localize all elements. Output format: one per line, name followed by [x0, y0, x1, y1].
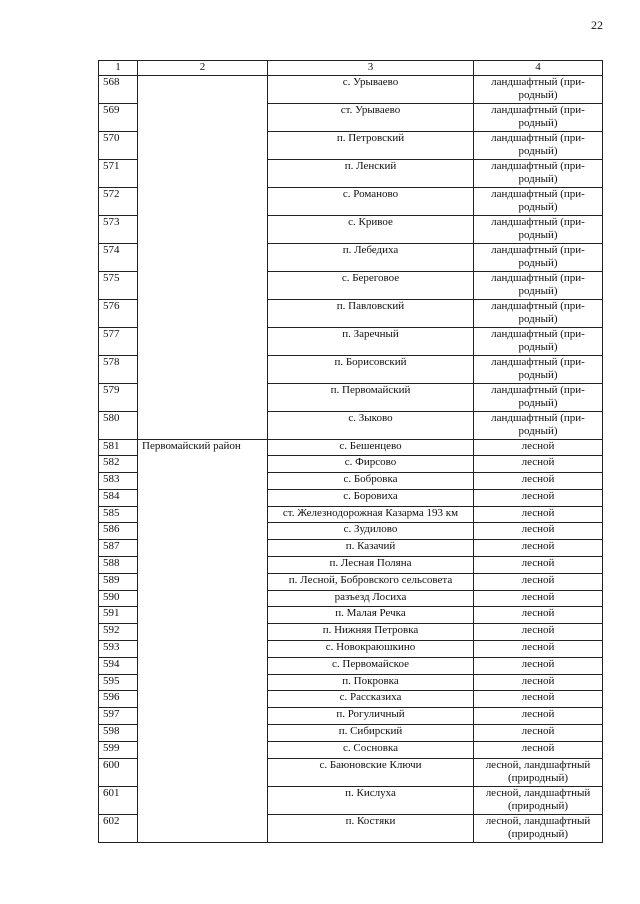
zone-type-cell: лесной [474, 674, 603, 691]
zone-type-cell: ландшафтный (при-родный) [474, 215, 603, 243]
settlement-cell: п. Малая Речка [268, 607, 474, 624]
row-number: 599 [99, 741, 138, 758]
zone-type-cell: ландшафтный (при-родный) [474, 103, 603, 131]
zone-type-cell: лесной [474, 741, 603, 758]
zone-type-cell: лесной [474, 557, 603, 574]
settlement-cell: п. Казачий [268, 540, 474, 557]
settlements-table [98, 60, 603, 843]
row-number: 583 [99, 473, 138, 490]
row-number: 581 [99, 439, 138, 456]
row-number: 589 [99, 573, 138, 590]
zone-type-cell: ландшафтный (при-родный) [474, 271, 603, 299]
row-number: 571 [99, 159, 138, 187]
row-number: 574 [99, 243, 138, 271]
settlement-cell: с. Зудилово [268, 523, 474, 540]
settlement-cell: с. Береговое [268, 271, 474, 299]
settlement-cell: с. Урываево [268, 75, 474, 103]
settlement-cell: п. Заречный [268, 327, 474, 355]
settlement-cell: с. Бобровка [268, 473, 474, 490]
settlement-cell: разъезд Лосиха [268, 590, 474, 607]
table-row [99, 75, 603, 103]
settlement-cell: п. Лесная Поляна [268, 557, 474, 574]
settlement-cell: п. Лесной, Бобровского сельсовета [268, 573, 474, 590]
row-number: 575 [99, 271, 138, 299]
zone-type-cell: ландшафтный (при-родный) [474, 383, 603, 411]
row-number: 572 [99, 187, 138, 215]
row-number: 598 [99, 725, 138, 742]
settlement-cell: п. Борисовский [268, 355, 474, 383]
zone-type-cell: лесной [474, 506, 603, 523]
zone-type-cell: лесной [474, 691, 603, 708]
row-number: 602 [99, 814, 138, 842]
zone-type-cell: лесной, ландшафтный (природный) [474, 786, 603, 814]
settlement-cell: п. Костяки [268, 814, 474, 842]
row-number: 568 [99, 75, 138, 103]
zone-type-cell: лесной [474, 456, 603, 473]
zone-type-cell: лесной [474, 439, 603, 456]
district-cell: Первомайский район [138, 439, 268, 842]
row-number: 582 [99, 456, 138, 473]
settlement-cell: с. Сосновка [268, 741, 474, 758]
settlement-cell: п. Сибирский [268, 725, 474, 742]
table-header-row [99, 61, 603, 76]
row-number: 579 [99, 383, 138, 411]
row-number: 593 [99, 641, 138, 658]
row-number: 586 [99, 523, 138, 540]
zone-type-cell: лесной [474, 489, 603, 506]
settlement-cell: с. Фирсово [268, 456, 474, 473]
zone-type-cell: ландшафтный (при-родный) [474, 299, 603, 327]
zone-type-cell: лесной [474, 607, 603, 624]
row-number: 573 [99, 215, 138, 243]
zone-type-cell: ландшафтный (при-родный) [474, 243, 603, 271]
zone-type-cell: лесной [474, 725, 603, 742]
row-number: 576 [99, 299, 138, 327]
row-number: 570 [99, 131, 138, 159]
settlement-cell: п. Павловский [268, 299, 474, 327]
district-cell [138, 75, 268, 439]
zone-type-cell: лесной [474, 641, 603, 658]
settlement-cell: п. Рогуличный [268, 708, 474, 725]
zone-type-cell: ландшафтный (при-родный) [474, 327, 603, 355]
settlement-cell: с. Боровиха [268, 489, 474, 506]
zone-type-cell: ландшафтный (при-родный) [474, 131, 603, 159]
row-number: 600 [99, 758, 138, 786]
row-number: 569 [99, 103, 138, 131]
zone-type-cell: ландшафтный (при-родный) [474, 355, 603, 383]
column-header: 3 [268, 61, 474, 76]
row-number: 585 [99, 506, 138, 523]
row-number: 596 [99, 691, 138, 708]
settlement-cell: п. Лебедиха [268, 243, 474, 271]
zone-type-cell: лесной [474, 657, 603, 674]
settlement-cell: с. Баюновские Ключи [268, 758, 474, 786]
settlement-cell: с. Новокраюшкино [268, 641, 474, 658]
row-number: 588 [99, 557, 138, 574]
column-header: 1 [99, 61, 138, 76]
table-body [99, 75, 603, 842]
settlement-cell: с. Зыково [268, 411, 474, 439]
column-header: 4 [474, 61, 603, 76]
zone-type-cell: ландшафтный (при-родный) [474, 159, 603, 187]
settlement-cell: п. Кислуха [268, 786, 474, 814]
table-row [99, 439, 603, 456]
settlement-cell: с. Первомайское [268, 657, 474, 674]
settlement-cell: ст. Железнодорожная Казарма 193 км [268, 506, 474, 523]
settlement-cell: п. Покровка [268, 674, 474, 691]
settlement-cell: п. Ленский [268, 159, 474, 187]
settlement-cell: с. Рассказиха [268, 691, 474, 708]
row-number: 578 [99, 355, 138, 383]
settlement-cell: с. Кривое [268, 215, 474, 243]
row-number: 592 [99, 624, 138, 641]
row-number: 584 [99, 489, 138, 506]
settlement-cell: с. Романово [268, 187, 474, 215]
zone-type-cell: лесной [474, 540, 603, 557]
row-number: 580 [99, 411, 138, 439]
zone-type-cell: лесной [474, 523, 603, 540]
row-number: 597 [99, 708, 138, 725]
row-number: 587 [99, 540, 138, 557]
column-header: 2 [138, 61, 268, 76]
page-number: 22 [591, 18, 603, 32]
zone-type-cell: лесной [474, 573, 603, 590]
zone-type-cell: лесной, ландшафтный (природный) [474, 814, 603, 842]
settlement-cell: п. Нижняя Петровка [268, 624, 474, 641]
settlement-cell: ст. Урываево [268, 103, 474, 131]
row-number: 594 [99, 657, 138, 674]
settlement-cell: с. Бешенцево [268, 439, 474, 456]
row-number: 601 [99, 786, 138, 814]
settlement-cell: п. Первомайский [268, 383, 474, 411]
zone-type-cell: ландшафтный (при-родный) [474, 411, 603, 439]
row-number: 590 [99, 590, 138, 607]
row-number: 591 [99, 607, 138, 624]
zone-type-cell: ландшафтный (при-родный) [474, 75, 603, 103]
settlement-cell: п. Петровский [268, 131, 474, 159]
zone-type-cell: ландшафтный (при-родный) [474, 187, 603, 215]
zone-type-cell: лесной, ландшафтный (природный) [474, 758, 603, 786]
zone-type-cell: лесной [474, 473, 603, 490]
row-number: 595 [99, 674, 138, 691]
zone-type-cell: лесной [474, 590, 603, 607]
zone-type-cell: лесной [474, 624, 603, 641]
row-number: 577 [99, 327, 138, 355]
zone-type-cell: лесной [474, 708, 603, 725]
